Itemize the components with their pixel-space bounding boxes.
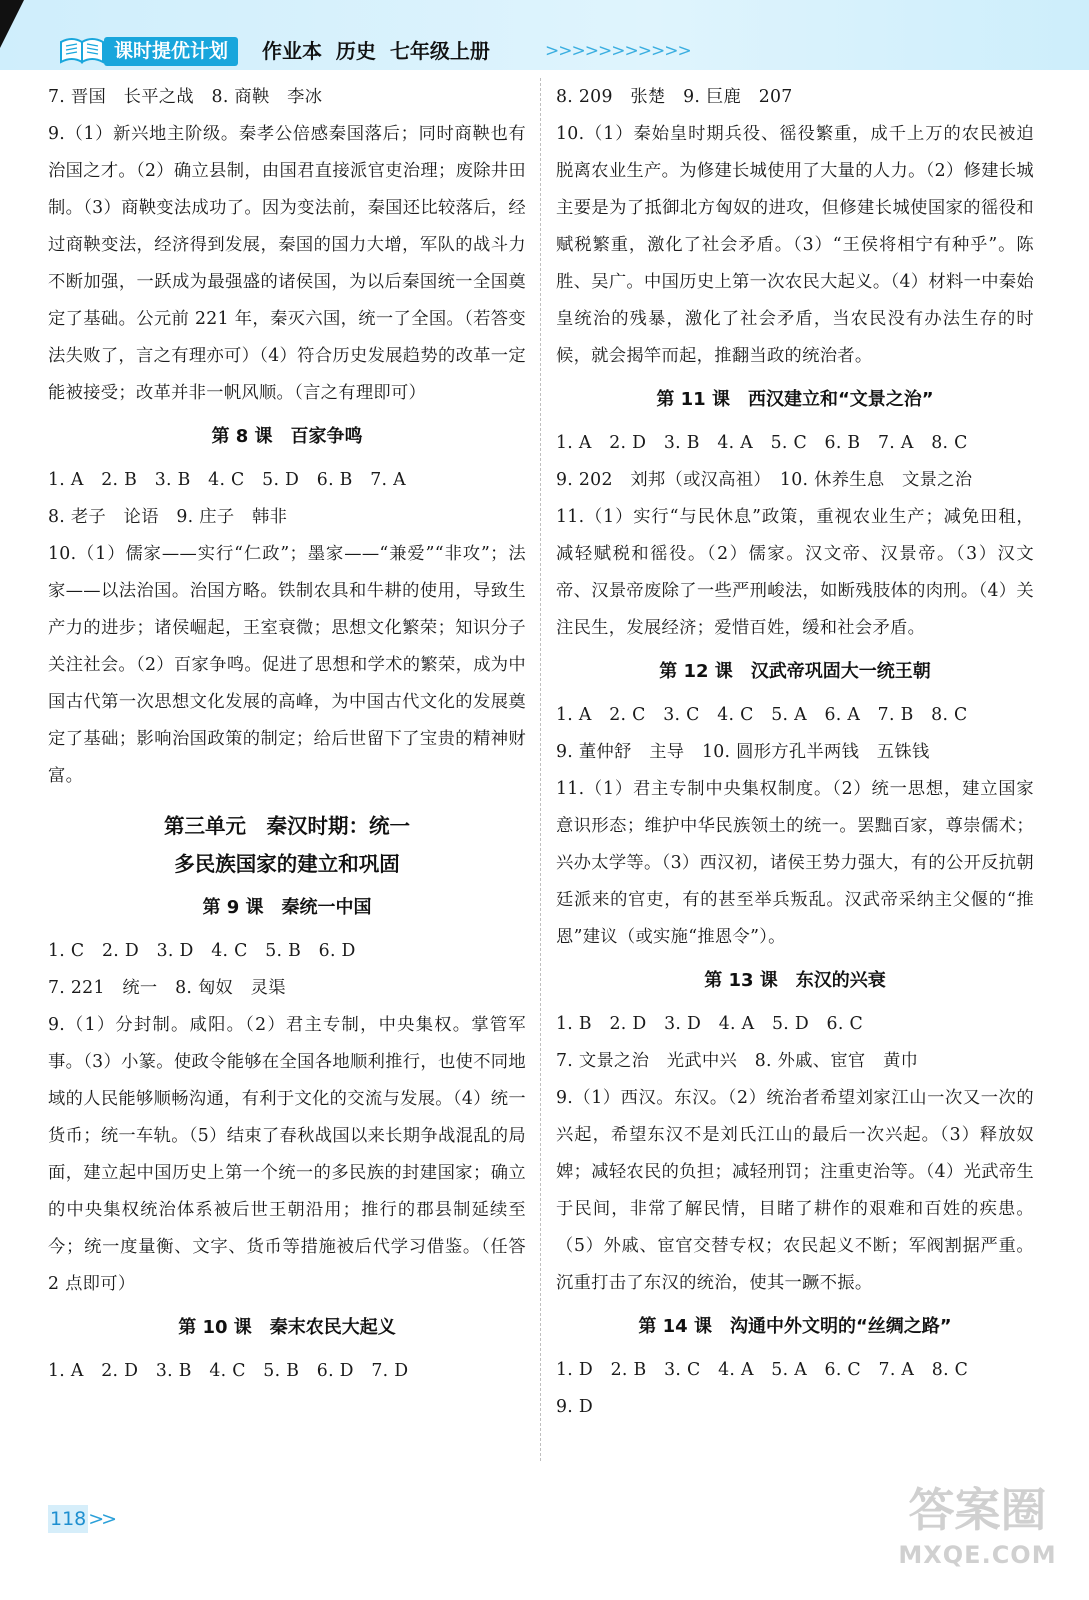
answer-line: 1. D 2. B 3. C 4. A 5. A 6. C 7. A 8. C <box>556 1360 969 1380</box>
left-column <box>48 79 526 1390</box>
lesson-title: 第 11 课 西汉建立和“文景之治” <box>656 389 934 410</box>
answer-line: 1. C 2. D 3. D 4. C 5. B 6. D <box>48 941 356 961</box>
answer-paragraph: 10.（1）秦始皇时期兵役、徭役繁重，成千上万的农民被迫脱离农业生产。为修建长城使用了大量的人力。（2）修建长城主要是为了抵御北方匈奴的进攻，但修建长城使国家的徭役和赋税繁重，激化了社会矛盾。（3）“王侯将相宁有种乎”。陈胜、吴广。中国历史上第一次农民大起义。（4）材料一中秦始皇统治的残暴，激化了社会矛盾，当农民没有办法生存的时候，就会揭竿而起，推翻当政的统治者。 <box>556 124 1034 366</box>
answer-line: 7. 文景之治 光武中兴 8. 外戚、宦官 黄巾 <box>556 1051 919 1071</box>
unit-title-line-1: 第三单元 秦汉时期：统一 <box>164 814 410 838</box>
answer-line: 7. 晋国 长平之战 8. 商鞅 李冰 <box>48 87 323 107</box>
answer-line: 1. A 2. C 3. C 4. C 5. A 6. A 7. B 8. C <box>556 705 968 725</box>
chevron-right-icon: >> <box>88 1508 115 1530</box>
answer-line: 9. 董仲舒 主导 10. 圆形方孔半两钱 五铢钱 <box>556 742 930 762</box>
page-number <box>48 1505 120 1533</box>
answer-line: 9. 202 刘邦（或汉高祖） 10. 休养生息 文景之治 <box>556 470 973 490</box>
answer-line: 1. B 2. D 3. D 4. A 5. D 6. C <box>556 1014 863 1034</box>
answer-line: 8. 209 张楚 9. 巨鹿 207 <box>556 87 793 107</box>
answer-line: 1. A 2. D 3. B 4. C 5. B 6. D 7. D <box>48 1361 409 1381</box>
answer-line: 7. 221 统一 8. 匈奴 灵渠 <box>48 978 286 998</box>
watermark-url: MXQE.COM <box>898 1541 1057 1569</box>
answer-paragraph: 11.（1）君主专制中央集权制度。（2）统一思想，建立国家意识形态；维护中华民族领土的统一。罢黜百家，尊崇儒术；兴办太学等。（3）西汉初，诸侯王势力强大，有的公开反抗朝廷派来的官吏，有的甚至举兵叛乱。汉武帝采纳主父偃的“推恩”建议（或实施“推恩令”）。 <box>556 779 1034 947</box>
header-arrows: >>>>>>>>>>> <box>545 41 691 61</box>
lesson-title: 第 13 课 东汉的兴衰 <box>704 970 886 991</box>
corner-mark <box>0 0 24 48</box>
unit-title-line-2: 多民族国家的建立和巩固 <box>174 852 400 876</box>
series-brand: 课时提优计划 <box>104 37 238 66</box>
page-header <box>0 0 1089 70</box>
page-number-value: 118 <box>48 1505 88 1533</box>
answer-paragraph: 9.（1）分封制。咸阳。（2）君主专制，中央集权。掌管军事。（3）小篆。使政令能够在全国各地顺利推行，也使不同地域的人民能够顺畅沟通，有利于文化的交流与发展。（4）统一货币；统一车轨。（5）结束了春秋战国以来长期争战混乱的局面，建立起中国历史上第一个统一的多民族的封建国家；确立的中央集权统治体系被后世王朝沿用；推行的郡县制延续至今；统一度量衡、文字、货币等措施被后代学习借鉴。（任答 2 点即可） <box>48 1015 526 1294</box>
answer-line: 1. A 2. B 3. B 4. C 5. D 6. B 7. A <box>48 470 406 490</box>
lesson-title: 第 8 课 百家争鸣 <box>211 426 363 447</box>
open-book-icon <box>58 34 106 66</box>
lesson-title: 第 9 课 秦统一中国 <box>202 897 372 918</box>
answer-paragraph: 9.（1）新兴地主阶级。秦孝公倍感秦国落后；同时商鞅也有治国之才。（2）确立县制，由国君直接派官吏治理；废除井田制。（3）商鞅变法成功了。因为变法前，秦国还比较落后，经过商鞅变法，经济得到发展，秦国的国力大增，军队的战斗力不断加强，一跃成为最强盛的诸侯国，为以后秦国统一全国奠定了基础。公元前 221 年，秦灭六国，统一了全国。（若答变法失败了，言之有理亦可）（4）符合历史发展趋势的改革一定能被接受；改革并非一帆风顺。（言之有理即可） <box>48 124 526 403</box>
answer-paragraph: 10.（1）儒家——实行“仁政”；墨家——“兼爱”“非攻”；法家——以法治国。治国方略。铁制农具和牛耕的使用，导致生产力的进步；诸侯崛起，王室衰微；思想文化繁荣；知识分子关注社会。（2）百家争鸣。促进了思想和学术的繁荣，成为中国古代第一次思想文化发展的高峰，为中国古代文化的发展奠定了基础；影响治国政策的制定；给后世留下了宝贵的精神财富。 <box>48 544 526 786</box>
answer-line: 8. 老子 论语 9. 庄子 韩非 <box>48 507 288 527</box>
answer-line: 9. D <box>556 1397 594 1417</box>
lesson-title: 第 10 课 秦末农民大起义 <box>178 1317 396 1338</box>
watermark-logo: 答案圈 <box>908 1483 1047 1537</box>
book-title: 作业本 历史 七年级上册 <box>262 39 490 63</box>
answer-paragraph: 11.（1）实行“与民休息”政策，重视农业生产；减免田租，减轻赋税和徭役。（2）儒家。汉文帝、汉景帝。（3）汉文帝、汉景帝废除了一些严刑峻法，如断残肢体的肉刑。（4）关注民生，发展经济；爱惜百姓，缓和社会矛盾。 <box>556 507 1034 638</box>
lesson-title: 第 12 课 汉武帝巩固大一统王朝 <box>659 661 931 682</box>
answer-paragraph: 9.（1）西汉。东汉。（2）统治者希望刘家江山一次又一次的兴起，希望东汉不是刘氏江山的最后一次兴起。（3）释放奴婢；减轻农民的负担；减轻刑罚；注重吏治等。（4）光武帝生于民间，非常了解民情，目睹了耕作的艰难和百姓的疾患。（5）外戚、宦官交替专权；农民起义不断；军阀割据严重。沉重打击了东汉的统治，使其一蹶不振。 <box>556 1088 1034 1293</box>
answer-line: 1. A 2. D 3. B 4. A 5. C 6. B 7. A 8. C <box>556 433 968 453</box>
watermark <box>890 1480 1065 1590</box>
column-divider <box>540 78 541 1461</box>
right-column <box>556 79 1034 1426</box>
lesson-title: 第 14 课 沟通中外文明的“丝绸之路” <box>638 1316 952 1337</box>
